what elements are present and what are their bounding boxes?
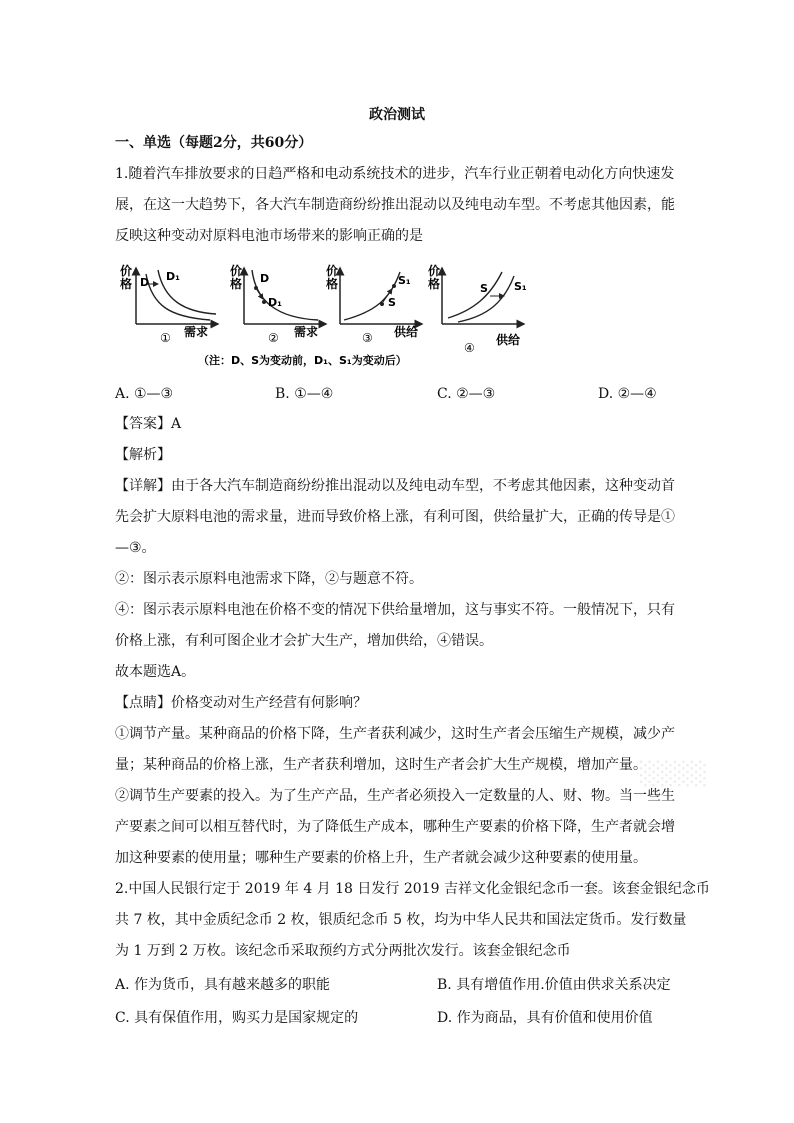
graph-2-label-d: D [260,272,270,285]
graph-3-ylabel-top: 价 [326,264,339,278]
q1-tips-line-3: 量；某种商品的价格上涨，生产者获利增加，这时生产者会扩大生产规模，增加产量。 [115,757,647,773]
graph-1-ylabel-top: 价 [120,264,133,278]
q1-analysis-label: 【解析】 [115,447,171,463]
graph-3-label-s1: S₁ [398,274,411,287]
q1-detail-line-4: ②：图示表示原料电池需求下降，②与题意不符。 [115,571,423,587]
q1-option-c[interactable]: C. ②—③ [437,386,496,402]
graph-1 [120,263,218,345]
graph-3-ylabel-bottom: 格 [326,277,339,291]
graph-3-point-s [380,302,384,306]
graph-2-point-d [254,286,258,290]
q1-option-d[interactable]: D. ②—④ [598,386,657,402]
graph-2-ylabel-top: 价 [230,264,243,278]
section-header: 一、单选（每题2分，共60分） [115,135,313,151]
q1-option-b[interactable]: B. ①—④ [275,386,334,402]
q1-stem-line-1: 1.随着汽车排放要求的日趋严格和电动系统技术的进步，汽车行业正朝着电动化方向快速发 [115,166,675,182]
graph-2-xlabel: 需求 [294,325,319,339]
graph-4 [428,263,527,355]
watermark: ░░░░ [640,762,708,787]
q1-detail-line-7: 故本题选A。 [115,664,196,680]
graph-2-point-d1 [262,300,266,304]
q1-detail-line-6: 价格上涨，有利可图企业才会扩大生产，增加供给，④错误。 [115,633,493,649]
q2-option-b[interactable]: B. 具有增值作用.价值由供求关系决定 [437,977,671,993]
q1-stem-line-3: 反映这种变动对原料电池市场带来的影响正确的是 [115,228,423,244]
graph-2-ylabel-bottom: 格 [230,277,243,291]
graph-4-ylabel-top: 价 [428,264,441,278]
q1-answer: 【答案】A [115,416,182,432]
graph-3-xlabel: 供给 [394,325,419,339]
graph-2 [230,263,326,345]
graph-1-label-d1: D₁ [166,270,180,283]
q2-option-a[interactable]: A. 作为货币，具有越来越多的职能 [115,977,331,993]
q1-tips-line-2: ①调节产量。某种商品的价格下降，生产者获利减少，这时生产者会压缩生产规模，减少产 [115,726,675,742]
q1-detail-line-1: 【详解】由于各大汽车制造商纷纷推出混动以及纯电动车型，不考虑其他因素，这种变动首 [115,478,675,494]
graph-4-ylabel-bottom: 格 [428,277,441,291]
q1-figure [118,262,564,372]
q1-detail-line-3: —③。 [115,540,156,556]
graph-4-label-s1: S₁ [514,280,527,293]
graph-1-xlabel: 需求 [184,325,209,339]
q1-tips-line-5: 产要素之间可以相互替代时，为了降低生产成本，哪种生产要素的价格下降，生产者就会增 [115,819,675,835]
graph-1-label-d: D [140,276,150,289]
q1-detail-line-2: 先会扩大原料电池的需求量，进而导致价格上涨，有利可图，供给量扩大，正确的传导是① [115,509,675,525]
graph-4-number: ④ [464,341,475,355]
q2-stem-line-3: 为 1 万到 2 万枚。该纪念币采取预约方式分两批次发行。该套金银纪念币 [115,943,571,959]
q1-option-a[interactable]: A. ①—③ [115,386,174,402]
q1-stem-line-2: 展，在这一大趋势下，各大汽车制造商纷纷推出混动以及纯电动车型。不考虑其他因素，能 [115,197,675,213]
graph-1-number: ① [160,331,171,345]
graph-4-xlabel: 供给 [496,333,521,347]
graph-3-number: ③ [362,331,373,345]
q2-option-c[interactable]: C. 具有保值作用，购买力是国家规定的 [115,1010,359,1026]
q1-figure-svg [118,262,564,372]
graph-2-move-arrow [257,290,263,299]
q1-tips-line-1: 【点睛】价格变动对生产经营有何影响？ [115,695,367,711]
graph-4-curve-s [448,272,502,318]
graph-3 [326,263,422,345]
q2-stem-line-2: 共 7 枚，其中金质纪念币 2 枚，银质纪念币 5 枚，均为中华人民共和国法定货币。发行数量 [115,912,687,928]
q2-option-d[interactable]: D. 作为商品，具有价值和使用价值 [437,1010,653,1026]
graph-3-label-s: S [388,296,396,309]
q1-tips-line-6: 加这种要素的使用量；哪种生产要素的价格上升，生产者就会减少这种要素的使用量。 [115,850,647,866]
figure-note: （注：D、S为变动前，D₁、S₁为变动后） [198,354,407,367]
graph-4-label-s: S [480,282,488,295]
page-title: 政治测试 [369,107,425,123]
graph-2-number: ② [268,331,279,345]
q2-stem-line-1: 2.中国人民银行定于 2019 年 4 月 18 日发行 2019 吉祥文化金银纪念币一套。该套金银纪念币 [115,881,710,897]
q1-detail-line-5: ④：图示表示原料电池在价格不变的情况下供给量增加，这与事实不符。一般情况下，只有 [115,602,675,618]
graph-3-point-s1 [392,284,396,288]
graph-1-ylabel-bottom: 格 [120,277,133,291]
q1-tips-line-4: ②调节生产要素的投入。为了生产产品，生产者必须投入一定数量的人、财、物。当一些生 [115,788,675,804]
graph-2-label-d1: D₁ [268,296,282,309]
